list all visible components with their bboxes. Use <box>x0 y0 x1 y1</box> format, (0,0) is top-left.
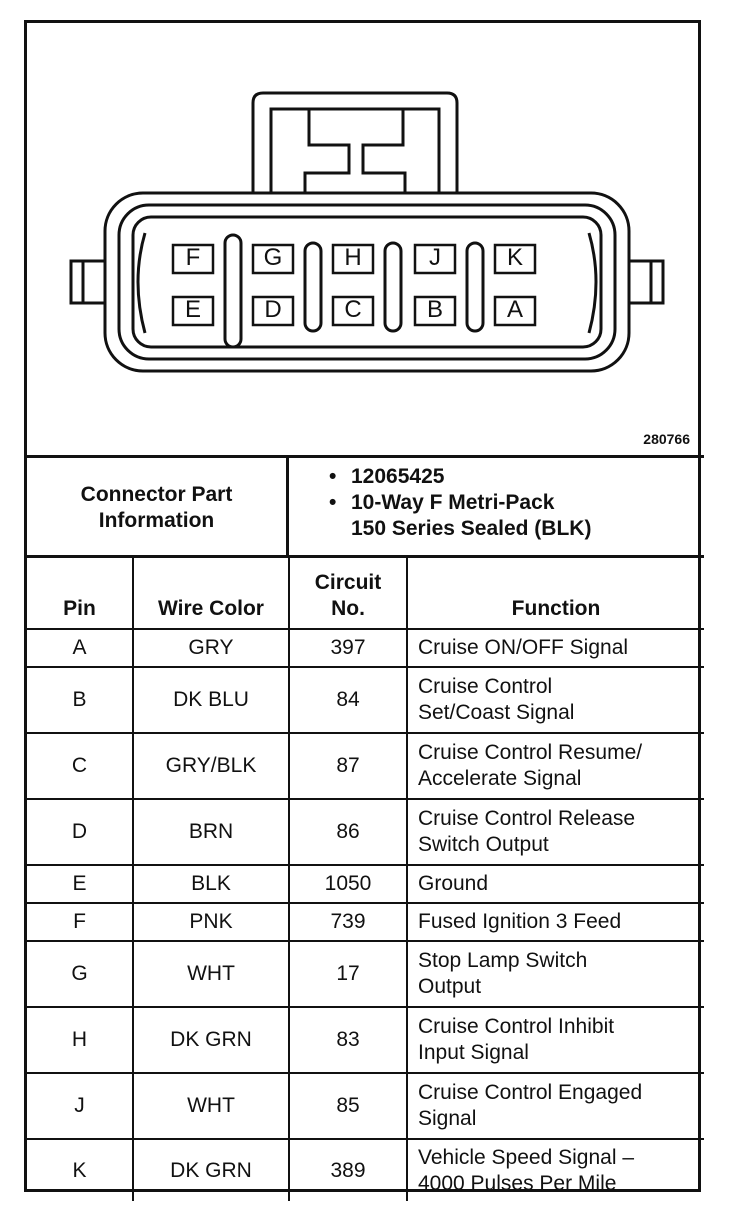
header-wire-color: Wire Color <box>133 557 289 630</box>
cell-wire-color: DK BLU <box>133 667 289 733</box>
pin-label-c: C <box>344 296 362 323</box>
cell-pin: D <box>27 799 133 865</box>
cell-circuit: 86 <box>289 799 407 865</box>
cell-function: Fused Ignition 3 Feed <box>407 903 704 941</box>
table-row <box>27 1139 704 1201</box>
table-row <box>27 941 704 1007</box>
cell-wire-color: DK GRN <box>133 1139 289 1201</box>
cell-circuit: 397 <box>289 629 407 667</box>
part-number: 12065425 <box>351 465 445 488</box>
cell-function: Cruise Control Set/Coast Signal <box>407 667 704 733</box>
cell-function: Stop Lamp Switch Output <box>407 941 704 1007</box>
cell-circuit: 17 <box>289 941 407 1007</box>
cell-wire-color: GRY/BLK <box>133 733 289 799</box>
table-header-row <box>27 557 704 630</box>
table-row <box>27 1007 704 1073</box>
cell-wire-color: BRN <box>133 799 289 865</box>
pin-label-k: K <box>506 244 523 271</box>
pin-label-e: E <box>184 296 201 323</box>
cell-wire-color: PNK <box>133 903 289 941</box>
bullet-icon: • <box>329 491 337 514</box>
table-row <box>27 733 704 799</box>
table-row <box>27 903 704 941</box>
cell-pin: G <box>27 941 133 1007</box>
cell-pin: E <box>27 865 133 903</box>
cell-circuit: 87 <box>289 733 407 799</box>
pin-label-g: G <box>263 244 283 271</box>
cell-circuit: 739 <box>289 903 407 941</box>
header-function: Function <box>407 557 704 630</box>
cell-pin: C <box>27 733 133 799</box>
cell-circuit: 84 <box>289 667 407 733</box>
cell-wire-color: WHT <box>133 1073 289 1139</box>
cell-circuit: 85 <box>289 1073 407 1139</box>
pin-label-h: H <box>344 244 362 271</box>
connector-frame <box>24 20 701 1195</box>
cell-wire-color: DK GRN <box>133 1007 289 1073</box>
pin-label-d: D <box>264 296 282 323</box>
pin-label-a: A <box>506 296 523 323</box>
header-pin: Pin <box>27 557 133 630</box>
cell-wire-color: BLK <box>133 865 289 903</box>
cell-pin: A <box>27 629 133 667</box>
cell-function: Cruise Control Release Switch Output <box>407 799 704 865</box>
cell-pin: K <box>27 1139 133 1201</box>
cell-pin: J <box>27 1073 133 1139</box>
cell-pin: F <box>27 903 133 941</box>
cell-function: Cruise ON/OFF Signal <box>407 629 704 667</box>
table-row <box>27 667 704 733</box>
table-row <box>27 1073 704 1139</box>
cell-circuit: 1050 <box>289 865 407 903</box>
table-row <box>27 865 704 903</box>
part-info-label: Connector Part Information <box>27 458 289 558</box>
figure-id: 280766 <box>643 431 690 447</box>
bullet-icon: • <box>329 465 337 488</box>
cell-function: Ground <box>407 865 704 903</box>
cell-function: Cruise Control Resume/ Accelerate Signal <box>407 733 704 799</box>
part-info-list <box>289 458 704 558</box>
table-row <box>27 629 704 667</box>
cell-function: Cruise Control Engaged Signal <box>407 1073 704 1139</box>
cell-circuit: 389 <box>289 1139 407 1201</box>
part-info-item <box>329 464 704 490</box>
cell-function: Vehicle Speed Signal – 4000 Pulses Per Mile <box>407 1139 704 1201</box>
cell-pin: B <box>27 667 133 733</box>
pin-label-j: J <box>429 244 441 271</box>
header-circuit: Circuit No. <box>289 557 407 630</box>
connector-type: 10-Way F Metri-Pack 150 Series Sealed (BLK) <box>351 491 592 540</box>
cell-wire-color: WHT <box>133 941 289 1007</box>
pin-label-b: B <box>426 296 443 323</box>
pin-table <box>27 555 704 1201</box>
pin-label-f: F <box>185 244 201 271</box>
cell-function: Cruise Control Inhibit Input Signal <box>407 1007 704 1073</box>
cell-pin: H <box>27 1007 133 1073</box>
cell-circuit: 83 <box>289 1007 407 1073</box>
cell-wire-color: GRY <box>133 629 289 667</box>
part-info-section <box>27 455 704 558</box>
part-info-item <box>329 490 704 542</box>
connector-diagram <box>27 23 704 455</box>
connector-outline <box>27 23 704 455</box>
table-row <box>27 799 704 865</box>
